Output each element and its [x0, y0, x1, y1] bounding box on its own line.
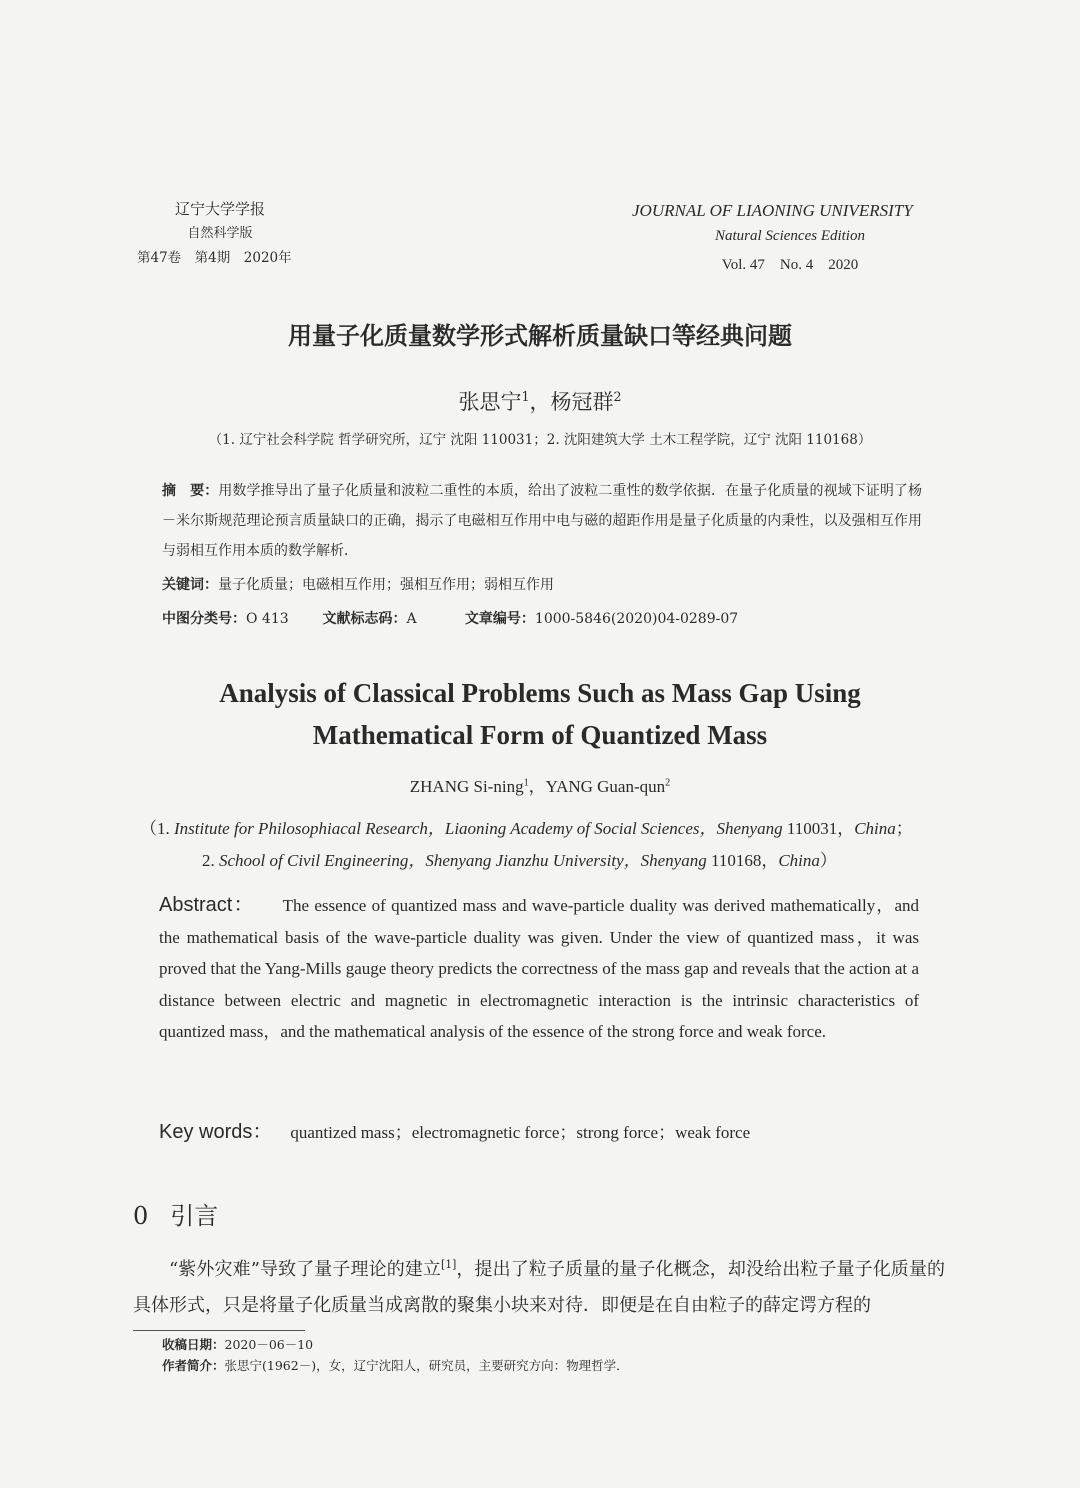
cn-title: 用量子化质量数学形式解析质量缺口等经典问题: [288, 322, 792, 350]
en-aff-open: （1.: [140, 819, 174, 838]
en-abstract: [159, 890, 919, 1048]
en-author-2: YANG Guan-qun: [545, 777, 666, 796]
en-author-sep: ，: [528, 777, 546, 796]
cn-author-1-mark: 1: [521, 389, 530, 404]
doc-code-value: A: [406, 611, 417, 627]
received-label: 收稿日期：: [162, 1337, 225, 1352]
en-affiliation-2: [202, 846, 837, 871]
en-keywords-label: Key words：: [159, 1121, 273, 1143]
cn-author-sep: ，: [529, 390, 551, 414]
bio-label: 作者简介：: [162, 1358, 225, 1373]
en-aff-zip-2: 110168，: [706, 851, 779, 870]
cn-affiliation: （1. 辽宁社会科学院 哲学研究所，辽宁 沈阳 110031；2. 沈阳建筑大学 土木工程学院，辽宁 沈阳 110168）: [208, 432, 872, 448]
cn-abstract-label: 摘 要：: [162, 483, 219, 499]
en-journal-edition: Natural Sciences Edition: [715, 228, 865, 244]
body-text-2: ，提出了粒子质量的量子化概念，却没给出粒子量子化质量的具体形式，只是将量子化质量当成离散的聚集小块来对待．即便是在自由粒子的薛定谔方程的: [133, 1259, 946, 1316]
en-keywords-text: quantized mass；electromagnetic force；strong force；weak force: [290, 1123, 751, 1142]
en-aff-country-1: China: [854, 819, 896, 838]
en-aff-end-1: ；: [895, 819, 913, 838]
cn-journal-name: 辽宁大学学报: [174, 200, 265, 218]
bio-text: 张思宁(1962－)，女，辽宁沈阳人，研究员，主要研究方向：物理哲学．: [224, 1358, 629, 1373]
cn-keywords-text: 量子化质量；电磁相互作用；强相互作用；弱相互作用: [218, 577, 554, 593]
cn-journal-volume: 第47卷 第4期 2020年: [137, 250, 292, 266]
en-aff-num-2: 2.: [202, 851, 219, 870]
received-date: 2020－06－10: [224, 1337, 314, 1352]
en-affiliation-1: [140, 814, 913, 839]
en-aff-country-2: China: [778, 851, 820, 870]
classification-line: [162, 604, 738, 634]
article-id-value: 1000-5846(2020)04-0289-07: [534, 611, 739, 627]
cn-keywords: [162, 570, 922, 600]
cn-author-2-mark: 2: [613, 389, 622, 404]
en-journal-volume: Vol. 47 No. 4 2020: [721, 257, 859, 273]
cn-abstract: [162, 476, 922, 566]
article-id-label: 文章编号：: [464, 611, 535, 627]
en-journal-name: JOURNAL OF LIAONING UNIVERSITY: [632, 201, 913, 220]
en-abstract-label: Abstract：: [159, 894, 255, 916]
body-text-1: “紫外灾难”导致了量子理论的建立: [169, 1259, 442, 1280]
en-aff-inst-2: School of Civil Engineering，Shenyang Jianzhu University，Shenyang: [219, 851, 707, 870]
doc-code-label: 文献标志码：: [322, 611, 407, 627]
citation-ref: [1]: [441, 1258, 457, 1271]
en-authors: [0, 772, 1080, 797]
en-abstract-text: The essence of quantized mass and wave-particle duality was derived mathematically，and the mathematical basis of the wave-particle duality was given. Under the view of quantized mass，it was proved that the Yang-Mills gauge theory predicts the correctness of the mass gap and reveals that the action at a distance between electric and magnetic in electromagnetic interaction is the intrinsic characteristics of quantized mass，and the mathematical analysis of the essence of the strong force and weak force.: [159, 896, 920, 1041]
footnote-received: [162, 1334, 862, 1355]
cn-author-2: 杨冠群: [550, 390, 614, 414]
cn-keywords-label: 关键词：: [162, 577, 218, 593]
en-title-line-1: Analysis of Classical Problems Such as Mass Gap Using: [219, 678, 861, 708]
cn-author-1: 张思宁: [458, 390, 522, 414]
section-heading: [133, 1196, 218, 1231]
en-aff-zip-1: 110031，: [782, 819, 855, 838]
en-author-2-mark: 2: [665, 777, 671, 789]
section-number: 0: [133, 1202, 149, 1230]
footnote-author-bio: [162, 1355, 862, 1376]
cn-abstract-text: 用数学推导出了量子化质量和波粒二重性的本质，给出了波粒二重性的数学依据．在量子化质量的视域下证明了杨－米尔斯规范理论预言质量缺口的正确，揭示了电磁相互作用中电与磁的超距作用是量子化质量的内秉性，以及强相互作用与弱相互作用本质的数学解析．: [162, 483, 923, 559]
clc-label: 中图分类号：: [162, 611, 246, 627]
en-aff-inst-1: Institute for Philosophiacal Research，Liaoning Academy of Social Sciences，Shenyang: [174, 819, 783, 838]
footnote-rule: [133, 1330, 305, 1331]
body-paragraph: [133, 1247, 945, 1324]
en-aff-close: ）: [819, 851, 837, 870]
en-author-1: ZHANG Si-ning: [409, 777, 524, 796]
cn-authors: [0, 386, 1080, 416]
section-title: 引言: [170, 1202, 219, 1230]
en-keywords: [159, 1117, 919, 1149]
en-title-line-2: Mathematical Form of Quantized Mass: [312, 720, 768, 750]
cn-journal-edition: 自然科学版: [187, 226, 253, 241]
en-author-1-mark: 1: [523, 777, 529, 789]
clc-value: O 413: [246, 611, 289, 627]
